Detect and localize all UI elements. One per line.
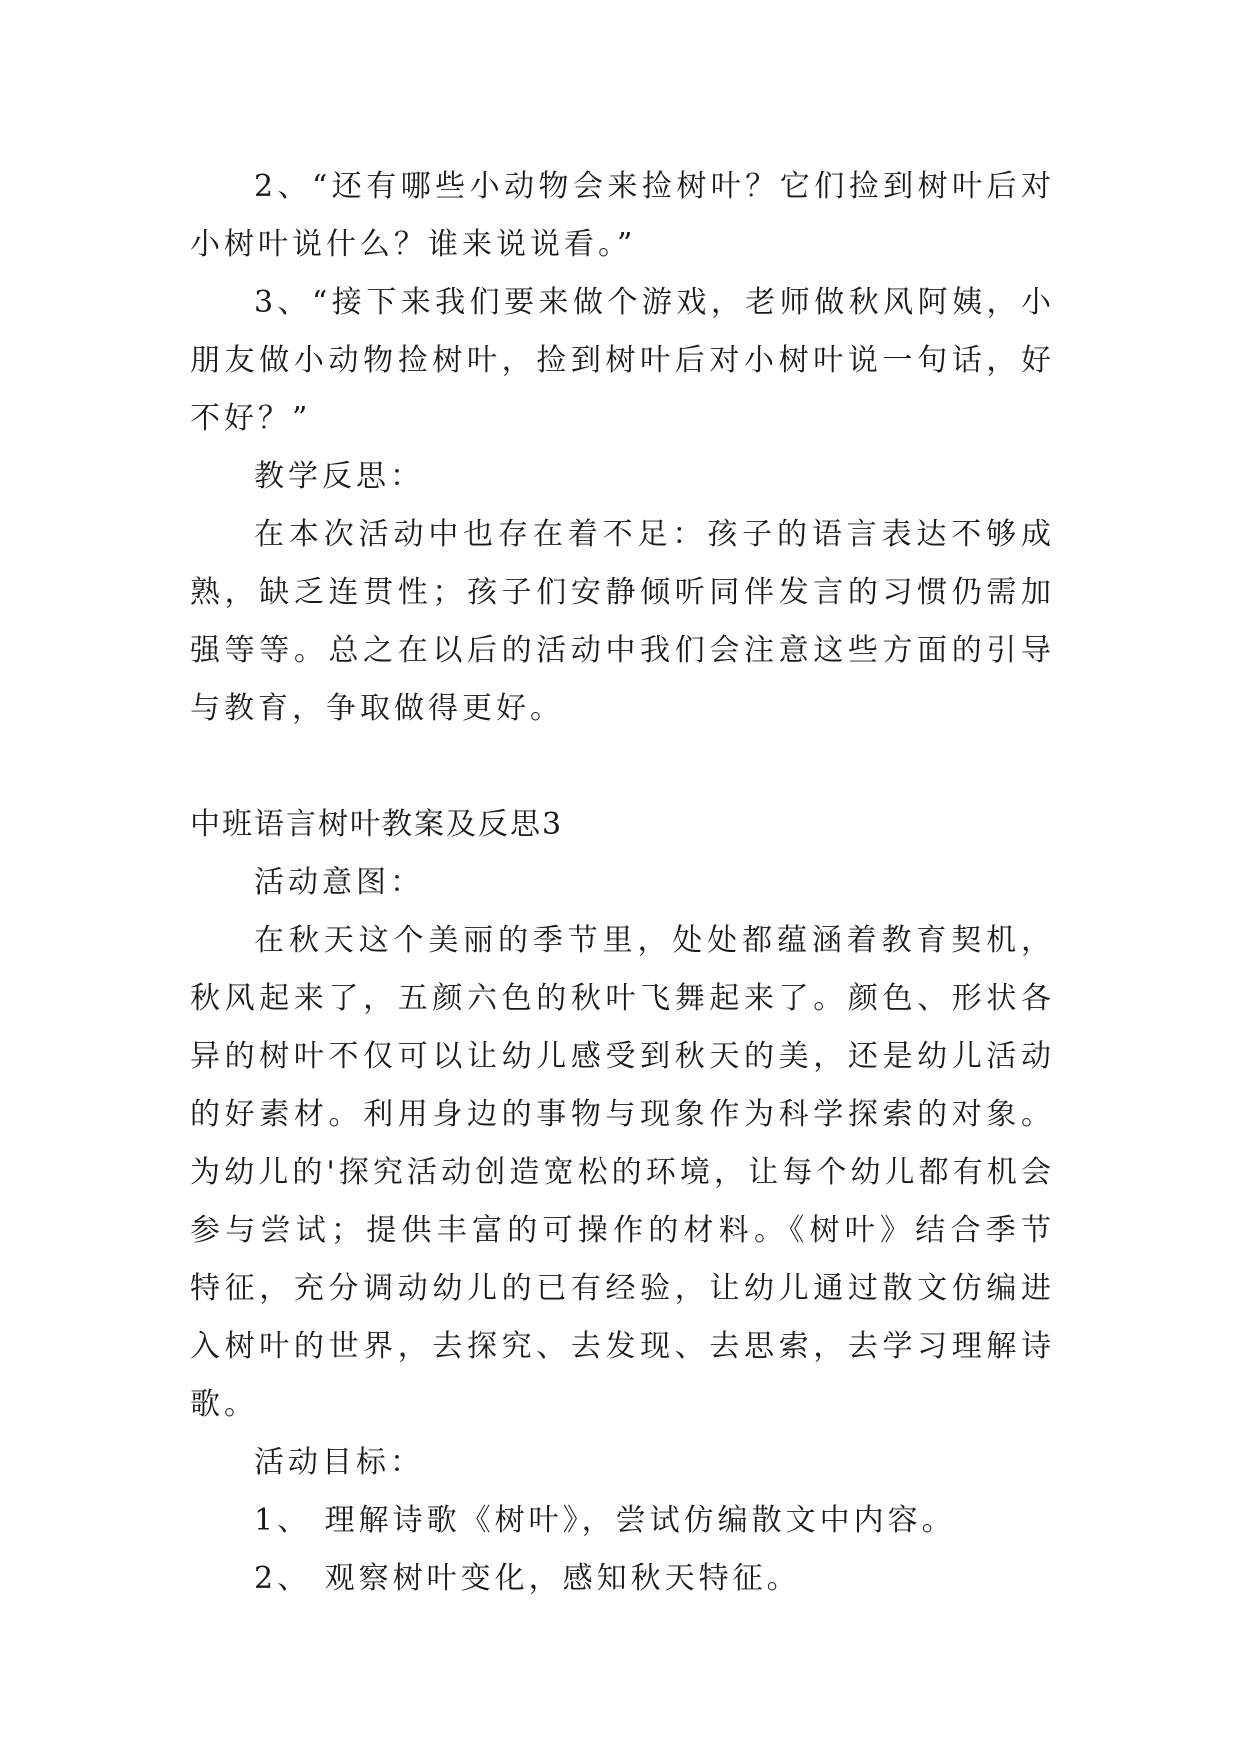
paragraph-item-3: 3、“接下来我们要来做个游戏，老师做秋风阿姨，小朋友做小动物捡树叶，捡到树叶后对小树叶说一句话，好不好？” xyxy=(190,285,1055,436)
reflection-text: 在本次活动中也存在着不足：孩子的语言表达不够成熟，缺乏连贯性；孩子们安静倾听同伴发言的习惯仍需加强等等。总之在以后的活动中我们会注意这些方面的引导与教育，争取做得更好。 xyxy=(190,517,1055,726)
reflection-label: 教学反思： xyxy=(254,459,424,494)
goal-item-2: 2、 观察树叶变化，感知秋天特征。 xyxy=(254,1561,801,1596)
goal-item-1: 1、 理解诗歌《树叶》，尝试仿编散文中内容。 xyxy=(254,1503,956,1538)
section-title: 中班语言树叶教案及反思3 xyxy=(190,807,564,842)
paragraph-item-2: 2、“还有哪些小动物会来捡树叶？它们捡到树叶后对小树叶说什么？谁来说说看。” xyxy=(190,169,1055,262)
intent-text: 在秋天这个美丽的季节里，处处都蕴涵着教育契机，秋风起来了，五颜六色的秋叶飞舞起来了。颜色、形状各异的树叶不仅可以让幼儿感受到秋天的美，还是幼儿活动的好素材。利用身边的事物与现象作为科学探索的对象。为幼儿的'探究活动创造宽松的环境，让每个幼儿都有机会参与尝试；提供丰富的可操作的材料。《树叶》结合季节特征，充分调动幼儿的已有经验，让幼儿通过散文仿编进入树叶的世界，去探究、去发现、去思索，去学习理解诗歌。 xyxy=(190,923,1055,1422)
goals-label: 活动目标： xyxy=(254,1445,424,1480)
intent-label: 活动意图： xyxy=(254,865,424,900)
